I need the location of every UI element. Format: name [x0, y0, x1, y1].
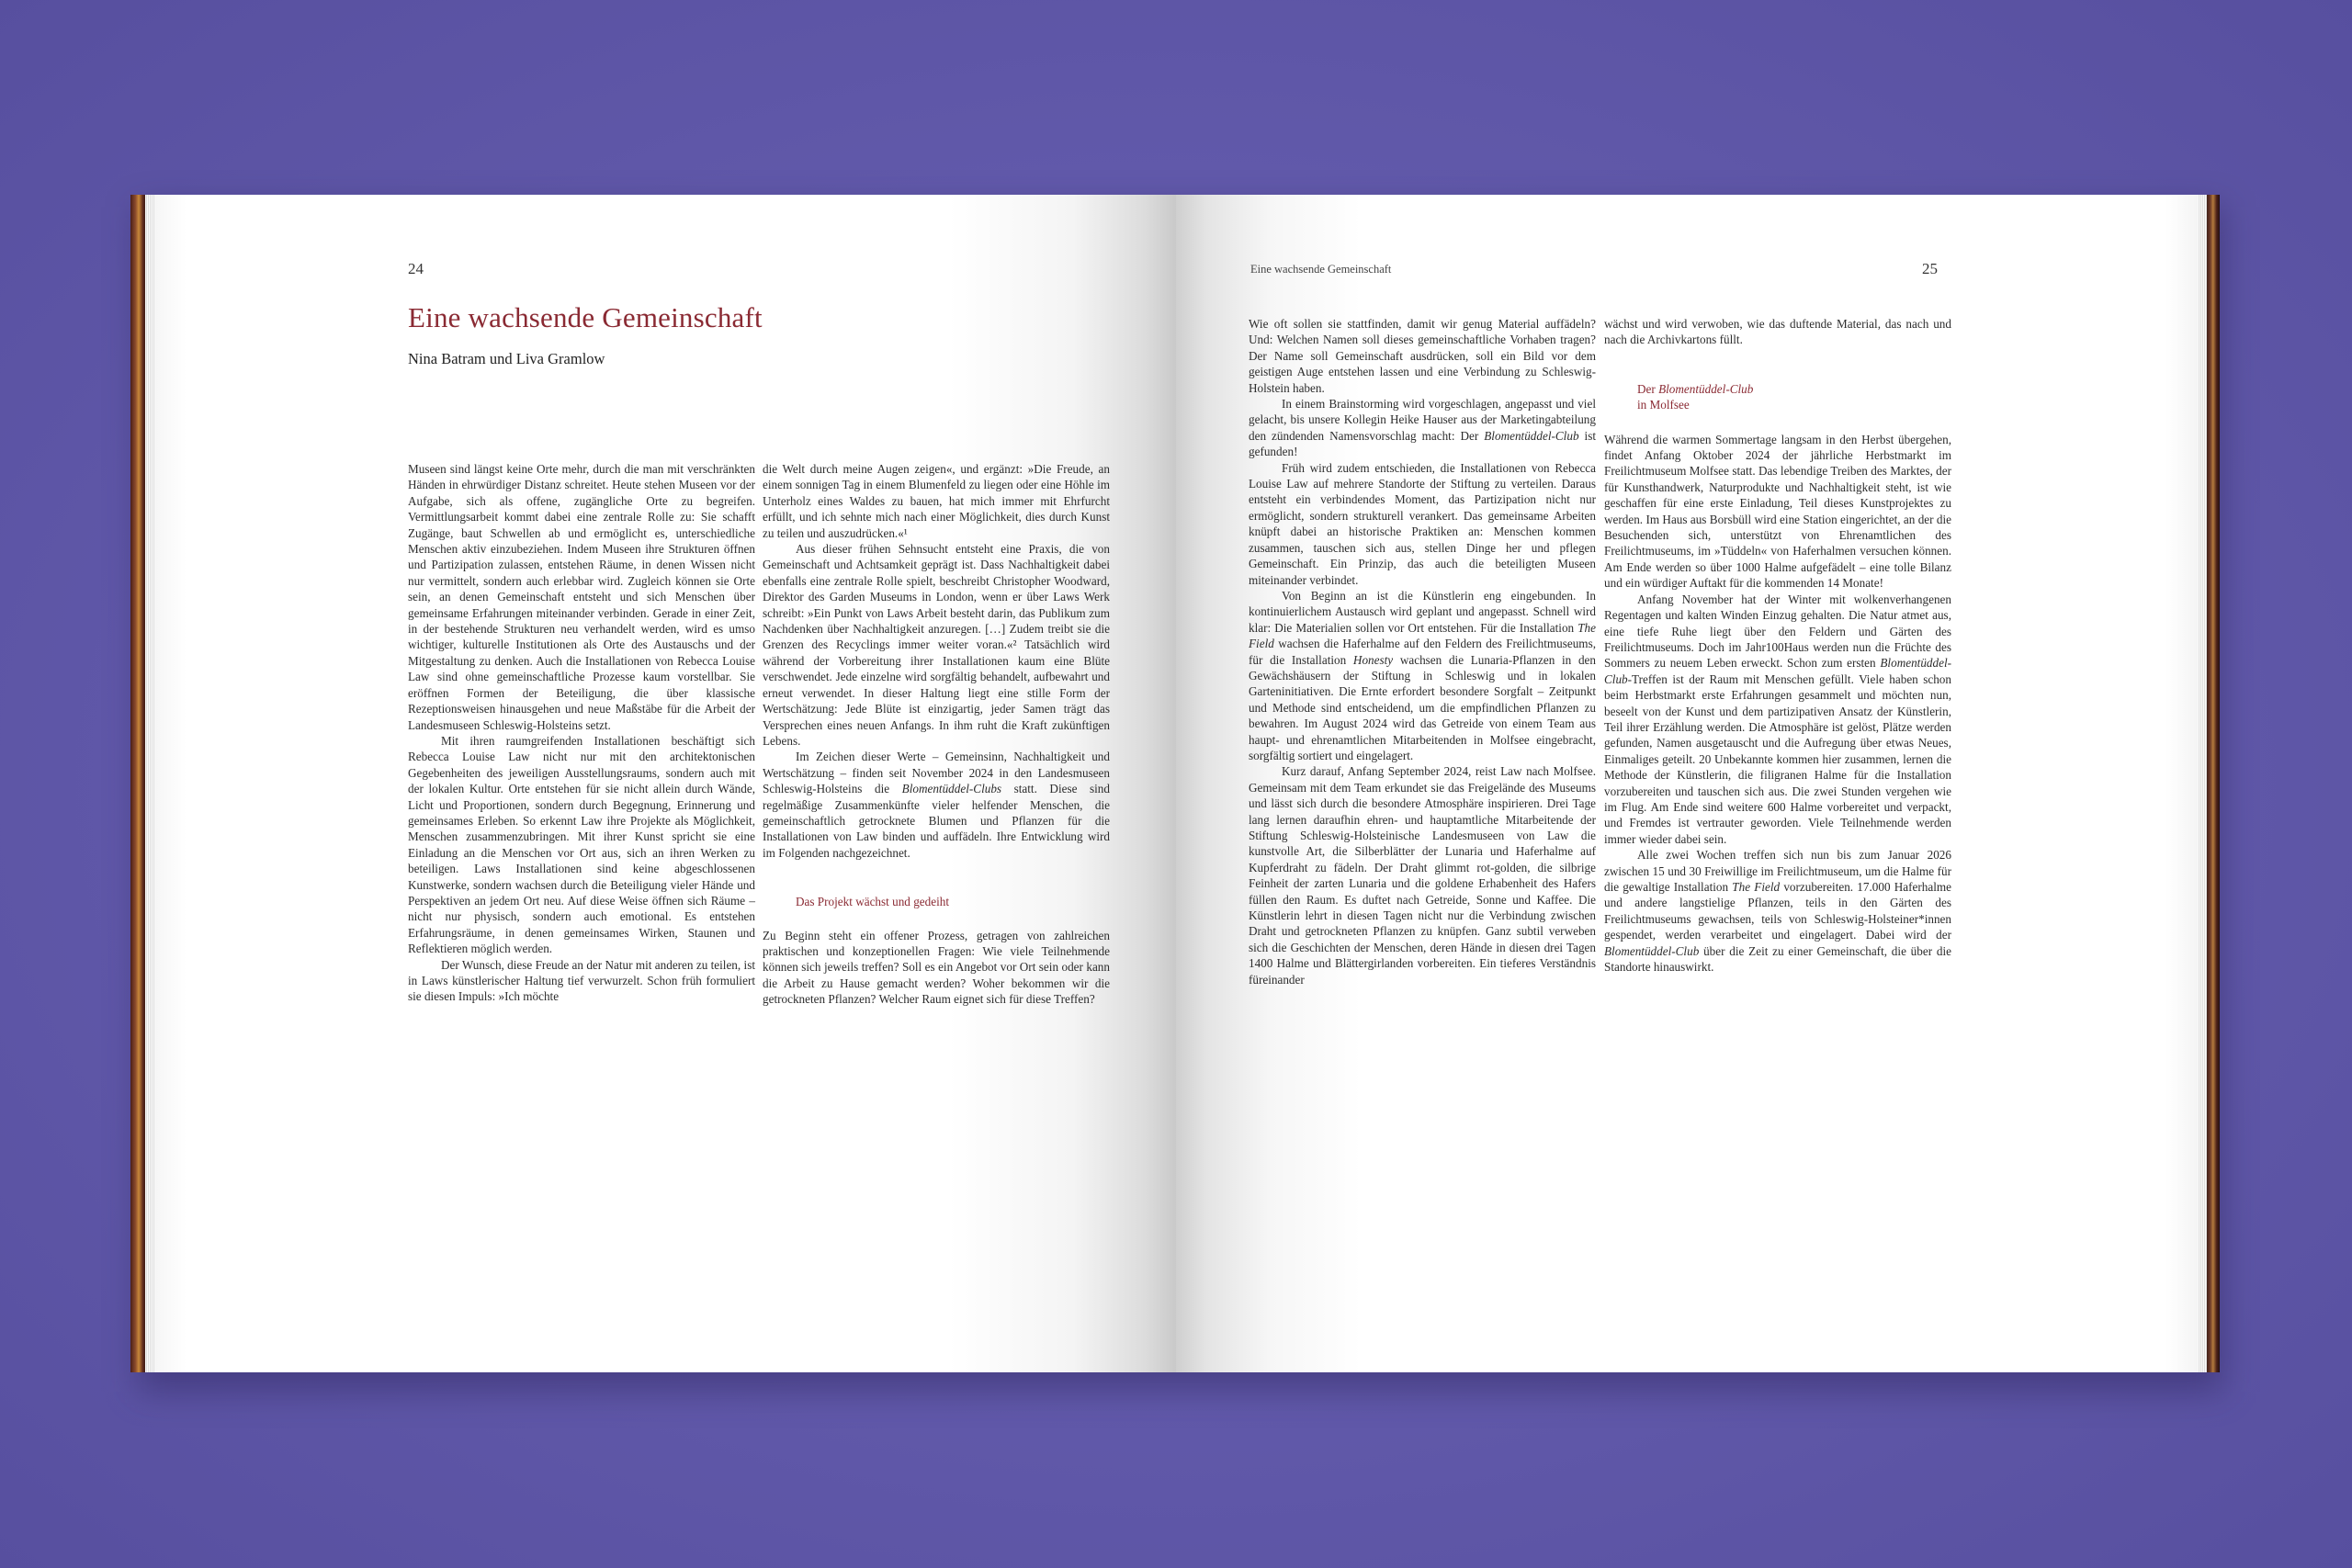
section-subheading: Der Blomentüddel-Club in Molfsee [1637, 381, 1754, 412]
left-page-column-1 [408, 461, 755, 1005]
paragraph: Während die warmen Sommertage langsam in den Herbst übergehen, findet Anfang Oktober 2024 der jährliche Herbstmarkt im Freilichtmuseum Molfsee statt. Das lebendige Treiben des Marktes, der für Kunsthandwerk, Naturprodukte und Nachhaltigkeit steht, ist wie geschaffen für eine erste Einladung, Teil dieses Kunstprojektes zu werden. Im Haus aus Borsbüll wird eine Station eingerichtet, an der die Besuchenden sich, unterstützt von Ehrenamtlichen des Freilichtmuseums, im »Tüddeln« von Haferhalmen versuchen können. Am Ende werden so über 1000 Halme aufgefädelt – eine tolle Bilanz und ein würdiger Auftakt für die kommenden 14 Monate! [1604, 432, 1951, 591]
paragraph: Im Zeichen dieser Werte – Gemeinsinn, Nachhaltigkeit und Wertschätzung – finden seit November 2024 in den Landesmuseen Schleswig-Holsteins die Blomentüddel-Clubs statt. Diese sind regelmäßige Zusammenkünfte vieler helfender Menschen, die gemeinschaftlich getrocknete Blumen und Pflanzen für die Installationen von Law binden und auffädeln. Ihre Entwicklung wird im Folgenden nachgezeichnet. [763, 750, 1110, 860]
running-head: Eine wachsende Gemeinschaft [1250, 263, 1392, 276]
paragraph: Anfang November hat der Winter mit wolkenverhangenen Regentagen und kalten Winden Einzug gehalten. Die Natur atmet aus, eine tiefe Ruhe liegt über den Feldern und Gärten des Freilichtmuseums. Doch im Jahr100Haus werden nun die Früchte des Sommers zu neuem Leben erweckt. Schon zum ersten Blomentüddel-Club-Treffen ist der Raum mit Menschen gefüllt. Viele haben schon beim Herbstmarkt erste Erfahrungen gesammelt und möchten nun, beseelt von der Kunst und dem partizipativen Ansatz der Künstlerin, Teil ihrer Erzählung werden. Die Atmosphäre ist gelöst, Plätze werden gefunden, Namen ausgetauscht und die Aufregung über etwas Neues, Einmaliges geteilt. 20 Unbekannte kommen hier zusammen, lernen die Methode der Künstlerin, die filigranen Halme für die Installation vorzubereiten und tauschen sich aus. Die zwei Stunden vergehen wie im Flug. Am Ende sind weitere 600 Halme vorbereitet und verpackt, und Fremdes ist vertrauter geworden. Viele Teilnehmende werden immer wieder dabei sein. [1604, 592, 1952, 846]
paragraph: Mit ihren raumgreifenden Installationen beschäftigt sich Rebecca Louise Law nicht nur mit den architektonischen Gegebenheiten des jeweiligen Ausstellungsraums, sondern auch mit der lokalen Kultur. Orte entstehen für sie nicht allein durch Wände, Licht und Proportionen, sondern durch Begegnung, Erinnerung und gemeinsames Erleben. So erkennt Law ihre Projekte als Möglichkeit, Menschen zusammenzubringen. Mit ihrer Kunst spricht sie eine Einladung an die Menschen vor Ort aus, sich an ihren Werken zu beteiligen. Laws Installationen sind keine abgeschlossenen Kunstwerke, sondern wachsen durch die Beteiligung vieler Hände und Perspektiven an jedem Ort neu. Auf diese Weise öffnen sich Räume – nicht nur physisch, sondern auch emotional. Es entstehen Erfahrungsräume, in denen gemeinsames Wirken, Staunen und Reflektieren möglich werden. [408, 733, 755, 956]
paragraph: Von Beginn an ist die Künstlerin eng eingebunden. In kontinuierlichem Austausch wird geplant und angepasst. Schnell wird klar: Die Materialien sollen vor Ort entstehen. Für die Installation The Field wachsen die Haferhalme auf den Feldern des Freilichtmuseums, für die Installation Honesty wachsen die Lunaria-Pflanzen in den Gewächshäusern der Stiftung in Schleswig und in lokalen Garteninitiativen. Die Ernte erfordert besondere Sorgfalt – Zeitpunkt und Methode sind entscheidend, um die empfindlichen Pflanzen zu bewahren. Im August 2024 wird das Getreide von einem Team aus haupt- und ehrenamtlichen Mitarbeitenden in Molfsee eingebracht, sorgfältig sortiert und eingelagert. [1249, 588, 1596, 762]
paragraph: Aus dieser frühen Sehnsucht entsteht eine Praxis, die von Gemeinschaft und Achtsamkeit geprägt ist. Dass Nachhaltigkeit dabei ebenfalls eine zentrale Rolle spielt, beschreibt Christopher Woodward, Direktor des Garden Museums in London, wenn er über Laws Werk schreibt: »Ein Punkt von Laws Arbeit besteht darin, das Publikum zum Nachdenken über Nachhaltigkeit anzuregen. […] Zudem treibt sie die Grenzen des Recyclings immer weiter voran.«² Tatsächlich wird während der Vorbereitung ihrer Installationen kaum eine Blüte verschwendet. Jede einzelne wird sorgfältig behandelt, aufbewahrt und erneut verwendet. In dieser Haltung liegt eine stille Form der Wertschätzung: Jede Blüte ist einzigartig, jeder Samen trägt das Versprechen eines neuen Anfangs. In ihm ruht die Kraft zukünftigen Lebens. [763, 542, 1110, 748]
paragraph: Alle zwei Wochen treffen sich nun bis zum Januar 2026 zwischen 15 und 30 Freiwillige im Freilichtmuseum, um die Halme für die gewaltige Installation The Field vorzubereiten. 17.000 Haferhalme und andere langstielige Pflanzen, teils in den Gärten des Freilichtmuseums gewachsen, teils von Schleswig-Holsteiner*innen gespendet, werden verarbeitet und eingelagert. Dabei wird der Blomentüddel-Club über die Zeit zu einer Gemeinschaft, die über die Standorte hinauswirkt. [1604, 848, 1951, 975]
paragraph: wächst und wird verwoben, wie das duftende Material, das nach und nach die Archivkartons füllt. [1604, 317, 1951, 347]
article-title: Eine wachsende Gemeinschaft [408, 301, 763, 333]
paragraph: In einem Brainstorming wird vorgeschlagen, angepasst und viel gelacht, bis unsere Kollegin Heike Hauser aus der Marketingabteilung den zündenden Namensvorschlag macht: Der Blomentüddel-Club ist gefunden! [1249, 397, 1597, 459]
section-subheading: Das Projekt wächst und gedeiht [796, 895, 950, 909]
page-stack-right [2198, 195, 2207, 1372]
paragraph: Früh wird zudem entschieden, die Installationen von Rebecca Louise Law auf mehrere Standorte der Stiftung zu verteilen. Daraus entsteht ein verbindendes Moment, das Partizipation nicht nur ermöglicht, sondern strukturell verankert. Das gemeinsame Arbeiten knüpft dabei an historische Praktiken an: Menschen kommen zusammen, tauschen sich aus, stellen Dinge her und pflegen Gemeinschaft. Ein Prinzip, das auch die beteiligten Museen miteinander verbindet. [1249, 460, 1596, 587]
left-page-column-2 [763, 461, 1110, 1008]
paragraph: Zu Beginn steht ein offener Prozess, getragen von zahlreichen praktischen und konzeptionellen Fragen: Wie viele Teilnehmende können sich jeweils treffen? Soll es ein Angebot vor Ort sein oder kann die Arbeit zu Hause gemacht werden? Woher bekommen wir die getrockneten Pflanzen? Welcher Raum eignet sich für diese Treffen? [763, 928, 1110, 1007]
article-authors: Nina Batram und Liva Gramlow [408, 350, 605, 367]
page-number-left: 24 [408, 260, 424, 277]
page-stack-left [145, 195, 154, 1372]
paragraph: Kurz darauf, Anfang September 2024, reist Law nach Molfsee. Gemeinsam mit dem Team erkundet sie das Freigelände des Museums und lässt sich durch die besondere Atmosphäre inspirieren. Drei Tage lang lernen daraufhin ehren- und hauptamtliche Mitarbeitende der Stiftung Schleswig-Holsteinische Landesmuseen von Law die kunstvolle Art, die Silberblätter der Lunaria und Haferhalme auf Kupferdraht zu fädeln. Der Draht glimmt rot-golden, die silbrige Feinheit der zarten Lunaria und die goldene Erhabenheit des Hafers füllen den Raum. Es duftet nach Getreide, Sonne und Kaffee. Die Künstlerin lehrt in diesen Tagen nicht nur die Verbindung zwischen Draht und getrockneten Pflanzen zu knüpfen. Ganz subtil verweben sich die Geschichten der Menschen, deren Hände in diesen drei Tagen 1400 Halme und Blättergirlanden vorbereiten. Ein tieferes Verständnis füreinander [1249, 764, 1596, 987]
paragraph: Wie oft sollen sie stattfinden, damit wir genug Material auffädeln? Und: Welchen Namen soll dieses gemeinschaftliche Vorhaben tragen? Der Name soll Gemeinschaft ausdrücken, soll ein Bild vor dem geistigen Auge entstehen lassen und eine Verbindung zu Schleswig-Holstein haben. [1249, 317, 1596, 395]
page-number-right: 25 [1922, 260, 1938, 277]
right-page-column-1 [1249, 316, 1596, 987]
book-cover-edge-right [2205, 195, 2220, 1372]
paragraph: Museen sind längst keine Orte mehr, durch die man mit verschränkten Händen in ehrwürdiger Distanz schreitet. Heute stehen Museen vor der Aufgabe, sich als offene, zugängliche Orte zu begreifen. Vermittlungsarbeit kommt dabei eine zentrale Rolle zu: Sie schafft Zugänge, baut Schwellen ab und ermöglicht es, unterschiedliche Menschen aktiv einzubeziehen. Indem Museen ihre Strukturen öffnen und Partizipation zulassen, entstehen Räume, in denen Wissen nicht nur vermittelt, sondern auch erlebbar wird. Zugleich können sie Orte sein, an denen Gemeinschaft entsteht und sich Menschen über gemeinsame Erfahrungen miteinander verbinden. Gerade in einer Zeit, in der bestehende Strukturen neu verhandelt werden, wird es umso wichtiger, kulturelle Institutionen als Orte des Austauschs und der Mitgestaltung zu denken. Auch die Installationen von Rebecca Louise Law sind ohne gemeinschaftliche Prozesse kaum vorstellbar. Sie eröffnen Formen der Beteiligung, die über klassische Rezeptionsweisen hinausgehen und neue Maßstäbe für die Arbeit der Landesmuseen Schleswig-Holsteins setzt. [408, 462, 755, 732]
right-page-column-2 [1604, 316, 1951, 975]
paragraph: die Welt durch meine Augen zeigen«, und ergänzt: »Die Freude, an einem sonnigen Tag in einem Blumenfeld zu liegen oder eine Höhle im Unterholz eines Waldes zu bauen, hat mich immer mit Ehrfurcht erfüllt, und ich sehnte mich nach einer Möglichkeit, dies durch Kunst zu teilen und auszudrücken.«¹ [763, 462, 1110, 540]
paragraph: Der Wunsch, diese Freude an der Natur mit anderen zu teilen, ist in Laws künstlerischer Haltung tief verwurzelt. Schon früh formuliert sie diesen Impuls: »Ich möchte [408, 957, 755, 1004]
